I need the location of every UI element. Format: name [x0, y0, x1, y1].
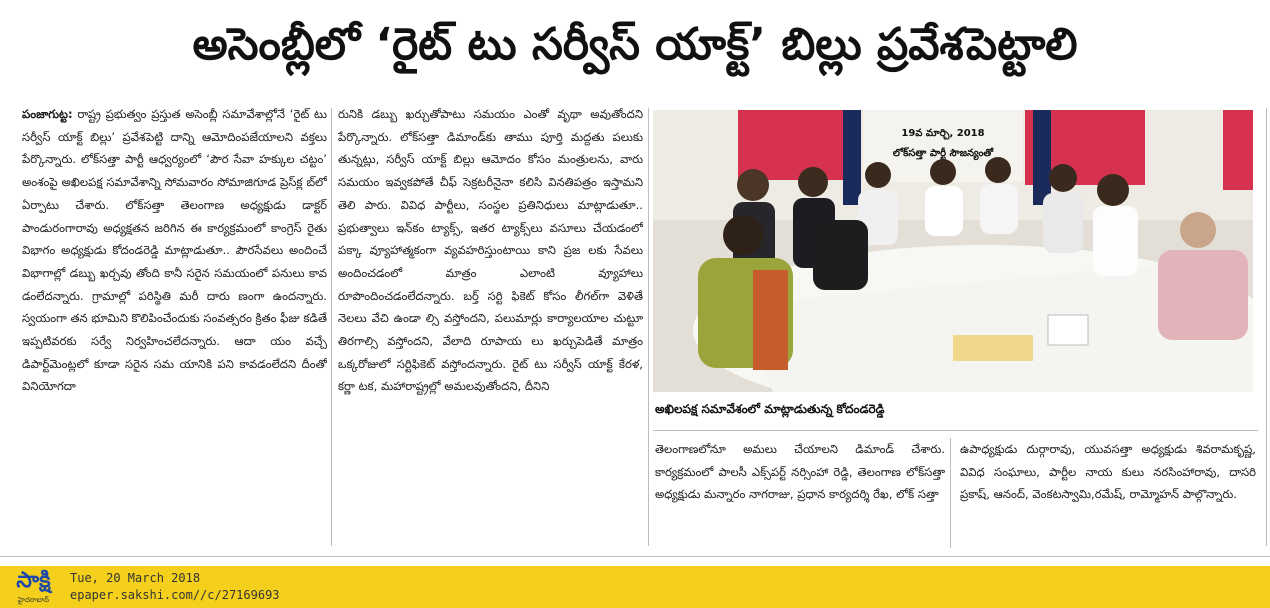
- column-4-text: ఉపాధ్యక్షుడు దుర్గారావు, యువసత్తా అధ్యక్షుడు శివరామకృష్ణ, వివిధ సంఘాలు, పార్టీల నాయ కులు నరసింహారావు, దాసరి ప్రకాష్, ఆనంద్, వెంకటస్వామి,రమేష్, రామ్మోహన్ పాల్గొన్నారు.: [960, 442, 1256, 502]
- epaper-footer: [0, 566, 1270, 608]
- logo-subtitle: హైదరాబాద్: [17, 596, 50, 604]
- article-column-1: [22, 103, 327, 551]
- epaper-url[interactable]: epaper.sakshi.com//c/27169693: [70, 588, 280, 602]
- banner-line-2: లోక్‌సత్తా పార్టీ సౌజన్యంతో: [892, 148, 994, 159]
- dateline: పంజాగుట్ట:: [22, 107, 73, 121]
- column-divider: [648, 108, 649, 546]
- column-divider: [950, 438, 951, 548]
- column-2-text: రునికి డబ్బు ఖర్చుతోపాటు సమయం ఎంతో వృథా అవుతోందని పేర్కొన్నారు. లోక్‌సత్తా డిమాండ్‌కు తాము పూర్తి మద్దతు పలుకు తున్నట్లు, సర్వీస్ యాక్ట్ బిల్లు ఆమోదం కోసం మంత్రులను, వారు సమయం ఇవ్వకపోతే చీఫ్ సెక్రటరీనైనా కలిసి వినతిపత్రం ఇస్తామని తెలి పారు. వివిధ పార్టీలు, సంస్థల ప్రతినిధులు మాట్లాడుతూ.. ప్రభుత్వాలు ఇన్‌కం ట్యాక్స్, ఇతర ట్యాక్స్‌లు వసూలు చేయడంలో పక్కా వ్యూహాత్మకంగా వ్యవహరిస్తుంటాయి కాని ప్రజ లకు సేవలు అందించడంలో మాత్రం ఎలాంటి వ్యూహాలు రూపొందించడంలేదన్నారు. బర్త్ సర్టి ఫికెట్ కోసం లీగల్‌గా వెళితే నెలలు వేచి ఉండా ల్సి వస్తోందని, పలుమార్లు కార్యాలయాల చుట్టూ తిరగాల్సి వస్తోందని, వేలాది రూపాయ లు ఖర్చుపెడితే మాత్రం ఒక్కరోజులో సర్టిఫికెట్ వస్తోందన్నారు. రైట్ టు సర్వీస్ యాక్ట్ కేరళ, కర్ణా టక, మహారాష్ట్రల్లో అమలవుతోందని, దీనిని: [338, 107, 643, 394]
- sakshi-logo[interactable]: [6, 568, 61, 606]
- publication-date: Tue, 20 March 2018: [70, 571, 201, 585]
- article-column-2: [338, 103, 643, 551]
- column-1-text: రాష్ట్ర ప్రభుత్వం ప్రస్తుత అసెంబ్లీ సమావేశాల్లోనే ‘రైట్ టు సర్వీస్ యాక్ట్ బిల్లు’ ప్రవేశపెట్టి దాన్ని ఆమోదింపజేయాలని వక్తలు పేర్కొన్నారు. లోక్‌సత్తా పార్టీ ఆధ్వర్యంలో ‘పౌర సేవా హక్కుల చట్టం’ అంశంపై అఖిలపక్ష సమావేశాన్ని సోమవారం సోమాజిగూడ ప్రెస్‌క్ల బ్‌లో ఏర్పాటు చేశారు. లోక్‌సత్తా తెలంగాణ అధ్యక్షుడు డాక్టర్ పాండురంగారావు అధ్యక్షతన జరిగిన ఈ కార్యక్రమంలో కాంగ్రెస్ రైతు విభాగం అధ్యక్షుడు కోదండరెడ్డి మాట్లాడుతూ.. పౌరసేవలు అందించే విభాగాల్లో డబ్బు ఖర్చవు తోంది కానీ సరైన సమయంలో పనులు కావ డంలేదన్నారు. గ్రామాల్లో పరిస్థితి మరీ దారు ణంగా ఉందన్నారు. స్వయంగా తన భూమిని కొలిపించేందుకు సంవత్సరం క్రితం ఫీజు కడితే ఇప్పటివరకు సర్వే నిర్వహించలేదన్నారు. ఆదా యం వచ్చే డిపార్ట్‌మెంట్లలో కూడా సరైన సమ యానికి పని కావడంలేదని దీంతో వినియోగదా: [22, 107, 327, 394]
- article-column-3: [655, 438, 945, 548]
- logo-wordmark: సాక్షి: [16, 568, 51, 593]
- page-border: [1266, 108, 1267, 546]
- caption-divider: [653, 430, 1258, 431]
- footer-divider: [0, 556, 1270, 557]
- meeting-photo: [653, 110, 1253, 392]
- column-3-text: తెలంగాణలోనూ అమలు చేయాలని డిమాండ్ చేశారు. కార్యక్రమంలో పాలసీ ఎక్స్‌పర్ట్ నర్సింహా రెడ్డి, తెలంగాణ లోక్‌సత్తా అధ్యక్షుడు మన్నారం నాగరాజు, ప్రధాన కార్యదర్శి రేఖ, లోక్ సత్తా: [655, 442, 945, 502]
- banner-line-1: 19వ మార్చి, 2018: [901, 128, 985, 139]
- article-column-4: [960, 438, 1256, 548]
- headline: అసెంబ్లీలో ‘రైట్ టు సర్వీస్ యాక్ట్’ బిల్లు ప్రవేశపెట్టాలి: [192, 19, 1078, 70]
- column-divider: [331, 108, 332, 546]
- photo-caption: అఖిలపక్ష సమావేశంలో మాట్లాడుతున్న కోదండరెడ్డి: [655, 402, 885, 416]
